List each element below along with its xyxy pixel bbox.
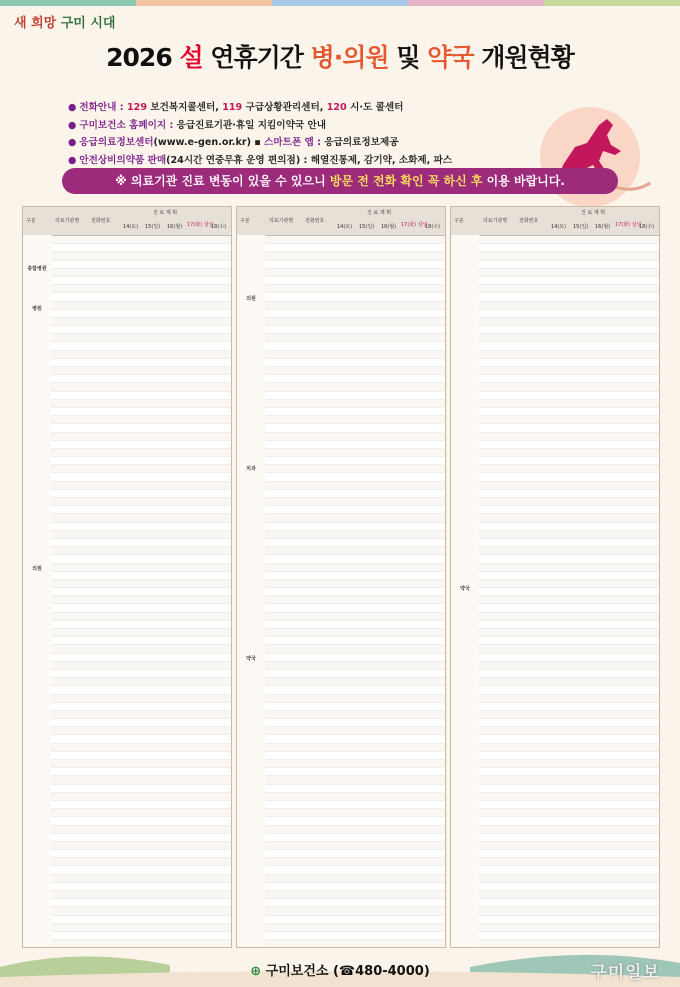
table-row [265, 662, 445, 670]
table-row [479, 539, 659, 547]
table-row [265, 637, 445, 645]
table-row [265, 400, 445, 408]
schedule-table-3 [450, 206, 660, 948]
table-row [265, 465, 445, 473]
table-row [51, 932, 231, 940]
table-row [479, 629, 659, 637]
footer-brand: ⊕ 구미보건소 (☎480-4000) [250, 964, 430, 979]
table-row [479, 744, 659, 752]
table-row [265, 473, 445, 481]
table-row [479, 244, 659, 252]
table-row [51, 318, 231, 326]
table-row [479, 752, 659, 760]
table-row [51, 834, 231, 842]
table-row [51, 744, 231, 752]
table-row [51, 776, 231, 784]
table-row [265, 768, 445, 776]
table-row [265, 932, 445, 940]
table-row [51, 547, 231, 555]
table-header: 구분 의료기관명 전화번호 진 료 계 획 14(토) 15(일) 16(월) 17(화) 설날 18(수) [23, 207, 231, 236]
table-row [51, 416, 231, 424]
table-row [51, 703, 231, 711]
table-row [265, 326, 445, 334]
table-row [479, 817, 659, 825]
table-row [265, 604, 445, 612]
table-row [479, 768, 659, 776]
table-row [265, 261, 445, 269]
table-row [479, 326, 659, 334]
health-center-logo-icon: ⊕ [250, 964, 266, 979]
table-row [479, 916, 659, 924]
table-row [265, 531, 445, 539]
table-row [479, 719, 659, 727]
table-row [265, 572, 445, 580]
table-row [479, 277, 659, 285]
table-row [265, 244, 445, 252]
table-row [51, 342, 231, 350]
table-row [479, 293, 659, 301]
table-row [479, 392, 659, 400]
table-row [265, 351, 445, 359]
table-row [265, 596, 445, 604]
table-row [479, 342, 659, 350]
table-row [479, 367, 659, 375]
table-row [51, 637, 231, 645]
table-row [51, 801, 231, 809]
table-row [479, 482, 659, 490]
table-row [51, 662, 231, 670]
table-row [265, 711, 445, 719]
table-row [51, 752, 231, 760]
table-row [51, 719, 231, 727]
table-row [51, 785, 231, 793]
table-row [51, 866, 231, 874]
table-row [265, 621, 445, 629]
table-row [51, 506, 231, 514]
table-row [51, 383, 231, 391]
footer [0, 950, 680, 987]
table-row [51, 891, 231, 899]
table-row [51, 924, 231, 932]
table-row [479, 834, 659, 842]
table-row [265, 907, 445, 915]
table-row [265, 785, 445, 793]
table-row [479, 400, 659, 408]
table-row [479, 858, 659, 866]
table-row [265, 654, 445, 662]
table-row [51, 252, 231, 260]
table-row [51, 817, 231, 825]
table-row [479, 695, 659, 703]
table-row [265, 645, 445, 653]
table-row [51, 285, 231, 293]
table-row [265, 302, 445, 310]
table-row [265, 269, 445, 277]
table-row [265, 695, 445, 703]
table-row [479, 449, 659, 457]
table-row [479, 564, 659, 572]
table-row [479, 793, 659, 801]
table-row [479, 261, 659, 269]
table-row [479, 654, 659, 662]
table-row [265, 776, 445, 784]
table-row [265, 883, 445, 891]
table-row [479, 891, 659, 899]
table-row [51, 596, 231, 604]
table-row [265, 580, 445, 588]
table-row [51, 449, 231, 457]
table-row [51, 490, 231, 498]
table-row [265, 875, 445, 883]
table-row [265, 252, 445, 260]
table-row [265, 310, 445, 318]
page-title: 2026 설 연휴기간 병·의원 및 약국 개원현황 [106, 43, 574, 72]
table-row [265, 834, 445, 842]
table-row [479, 899, 659, 907]
table-row [51, 310, 231, 318]
table-rows [23, 236, 231, 948]
schedule-table-2 [236, 206, 446, 948]
table-row [265, 523, 445, 531]
table-row [479, 375, 659, 383]
table-row [265, 375, 445, 383]
table-row [265, 899, 445, 907]
table-row [479, 785, 659, 793]
table-row [51, 531, 231, 539]
table-row [479, 678, 659, 686]
table-row [479, 408, 659, 416]
table-row [51, 465, 231, 473]
table-row [265, 555, 445, 563]
table-row [479, 604, 659, 612]
table-row [479, 351, 659, 359]
table-row [265, 817, 445, 825]
table-row [51, 572, 231, 580]
info-phone: ● 전화안내 : 129 보건복지콜센터, 119 구급상황관리센터, 120 시·도 콜센터 [68, 102, 404, 113]
table-row [265, 866, 445, 874]
table-row [479, 318, 659, 326]
table-row [479, 580, 659, 588]
table-row [265, 457, 445, 465]
table-row [51, 711, 231, 719]
table-row [51, 498, 231, 506]
table-row [479, 801, 659, 809]
table-row [479, 711, 659, 719]
table-row [51, 392, 231, 400]
table-row [479, 613, 659, 621]
table-row [265, 891, 445, 899]
table-row [479, 490, 659, 498]
schedule-table-1 [22, 206, 232, 948]
table-row [479, 686, 659, 694]
table-row [479, 727, 659, 735]
table-row [479, 826, 659, 834]
table-row [51, 473, 231, 481]
table-row [51, 367, 231, 375]
table-row [265, 392, 445, 400]
table-row [479, 498, 659, 506]
table-row [51, 850, 231, 858]
table-row [479, 588, 659, 596]
table-row [265, 727, 445, 735]
table-row [51, 326, 231, 334]
table-row [51, 482, 231, 490]
table-row [51, 727, 231, 735]
table-row [265, 318, 445, 326]
table-row [265, 924, 445, 932]
table-row [265, 482, 445, 490]
table-row [265, 670, 445, 678]
table-row [265, 703, 445, 711]
table-row [51, 899, 231, 907]
table-row [51, 883, 231, 891]
table-row [479, 572, 659, 580]
table-row [51, 375, 231, 383]
table-row [265, 277, 445, 285]
table-row [479, 506, 659, 514]
table-row [479, 424, 659, 432]
table-row [479, 866, 659, 874]
table-row [51, 564, 231, 572]
table-row [265, 588, 445, 596]
table-row [265, 506, 445, 514]
table-row [265, 678, 445, 686]
table-row [51, 236, 231, 244]
table-row [265, 433, 445, 441]
group-column: 약국 [451, 235, 480, 947]
table-row [479, 735, 659, 743]
table-row [479, 809, 659, 817]
table-row [479, 883, 659, 891]
table-rows [451, 236, 659, 948]
table-row [479, 662, 659, 670]
table-row [51, 670, 231, 678]
table-row [479, 555, 659, 563]
table-row [479, 334, 659, 342]
table-row [479, 621, 659, 629]
table-row [265, 547, 445, 555]
table-row [51, 686, 231, 694]
table-row [265, 629, 445, 637]
table-row [51, 654, 231, 662]
table-row [479, 269, 659, 277]
table-row [265, 424, 445, 432]
table-row [51, 424, 231, 432]
table-row [265, 293, 445, 301]
table-row [479, 457, 659, 465]
info-homepage: ● 구미보건소 홈페이지 : 응급진료기관·휴일 지킴이약국 안내 [68, 119, 326, 131]
table-row [51, 678, 231, 686]
table-row [265, 539, 445, 547]
table-row [51, 293, 231, 301]
table-row [265, 858, 445, 866]
city-slogan-logo: 새 희망 구미 시대 [14, 16, 116, 31]
table-row [265, 236, 445, 244]
horse-illustration [515, 95, 655, 215]
table-row [265, 793, 445, 801]
table-row [51, 768, 231, 776]
notice-banner: ※ 의료기관 진료 변동이 있을 수 있으니 방문 전 전화 확인 꼭 하신 후 이용 바랍니다. [62, 168, 618, 194]
watermark: 구미일보 [590, 963, 660, 983]
table-row [265, 686, 445, 694]
table-row [51, 523, 231, 531]
table-row [479, 924, 659, 932]
table-row [51, 261, 231, 269]
info-list [68, 99, 508, 169]
table-row [51, 580, 231, 588]
table-row [479, 514, 659, 522]
table-row [479, 637, 659, 645]
table-row [51, 408, 231, 416]
table-row [479, 776, 659, 784]
table-row [479, 932, 659, 940]
table-row [265, 801, 445, 809]
table-row [265, 760, 445, 768]
table-row [265, 613, 445, 621]
table-row [479, 523, 659, 531]
table-header: 구분 의료기관명 전화번호 진 료 계 획 14(토) 15(일) 16(월) 17(화) 설날 18(수) [451, 207, 659, 236]
table-row [479, 645, 659, 653]
table-row [479, 531, 659, 539]
table-row [265, 826, 445, 834]
table-row [479, 310, 659, 318]
table-row [51, 302, 231, 310]
table-row [479, 383, 659, 391]
table-row [51, 629, 231, 637]
table-row [51, 269, 231, 277]
top-color-bar [0, 0, 680, 6]
table-row [51, 359, 231, 367]
table-row [51, 441, 231, 449]
table-row [265, 285, 445, 293]
table-row [479, 433, 659, 441]
table-row [51, 457, 231, 465]
table-row [265, 490, 445, 498]
table-row [265, 744, 445, 752]
table-row [51, 842, 231, 850]
table-row [51, 604, 231, 612]
table-row [51, 621, 231, 629]
table-row [265, 735, 445, 743]
table-row [479, 850, 659, 858]
table-row [51, 695, 231, 703]
group-column: 의원 치과 약국 [237, 235, 266, 947]
table-row [51, 400, 231, 408]
table-row [479, 907, 659, 915]
table-row [51, 555, 231, 563]
table-row [479, 302, 659, 310]
table-row [51, 916, 231, 924]
table-row [265, 850, 445, 858]
table-row [265, 498, 445, 506]
table-rows [237, 236, 445, 948]
table-row [479, 760, 659, 768]
table-row [265, 916, 445, 924]
table-row [479, 473, 659, 481]
table-row [51, 907, 231, 915]
table-header: 구분 의료기관명 전화번호 진 료 계 획 14(토) 15(일) 16(월) 17(화) 설날 18(수) [237, 207, 445, 236]
table-row [479, 441, 659, 449]
table-row [479, 596, 659, 604]
table-row [51, 351, 231, 359]
table-row [479, 359, 659, 367]
table-row [479, 842, 659, 850]
table-row [51, 858, 231, 866]
table-row [51, 433, 231, 441]
table-row [479, 285, 659, 293]
table-row [51, 645, 231, 653]
table-row [265, 416, 445, 424]
table-row [51, 760, 231, 768]
table-row [265, 367, 445, 375]
table-row [265, 441, 445, 449]
table-row [265, 449, 445, 457]
table-row [51, 793, 231, 801]
table-row [265, 359, 445, 367]
group-column: 종합병원 병원 의원 [23, 235, 52, 947]
table-row [265, 342, 445, 350]
table-row [265, 383, 445, 391]
table-row [51, 277, 231, 285]
table-row [51, 334, 231, 342]
table-row [51, 613, 231, 621]
table-row [265, 719, 445, 727]
table-row [51, 875, 231, 883]
table-row [479, 252, 659, 260]
table-row [51, 588, 231, 596]
table-row [479, 703, 659, 711]
table-row [479, 236, 659, 244]
table-row [265, 514, 445, 522]
table-row [265, 752, 445, 760]
table-row [479, 547, 659, 555]
table-row [265, 408, 445, 416]
table-row [479, 416, 659, 424]
table-row [51, 244, 231, 252]
table-row [51, 539, 231, 547]
table-row [479, 875, 659, 883]
info-safe-medicine: ● 안전상비의약품 판매(24시간 연중무휴 운영 편의점) : 해열진통제, 감기약, 소화제, 파스 [68, 154, 453, 166]
table-row [265, 564, 445, 572]
table-row [51, 735, 231, 743]
table-row [479, 465, 659, 473]
table-row [265, 809, 445, 817]
table-row [479, 670, 659, 678]
info-emergency: ● 응급의료정보센터(www.e-gen.or.kr) ▪ 스마트폰 앱 : 응급의료정보제공 [68, 137, 399, 148]
table-row [265, 334, 445, 342]
table-row [51, 809, 231, 817]
table-row [51, 514, 231, 522]
table-row [265, 842, 445, 850]
table-row [51, 826, 231, 834]
